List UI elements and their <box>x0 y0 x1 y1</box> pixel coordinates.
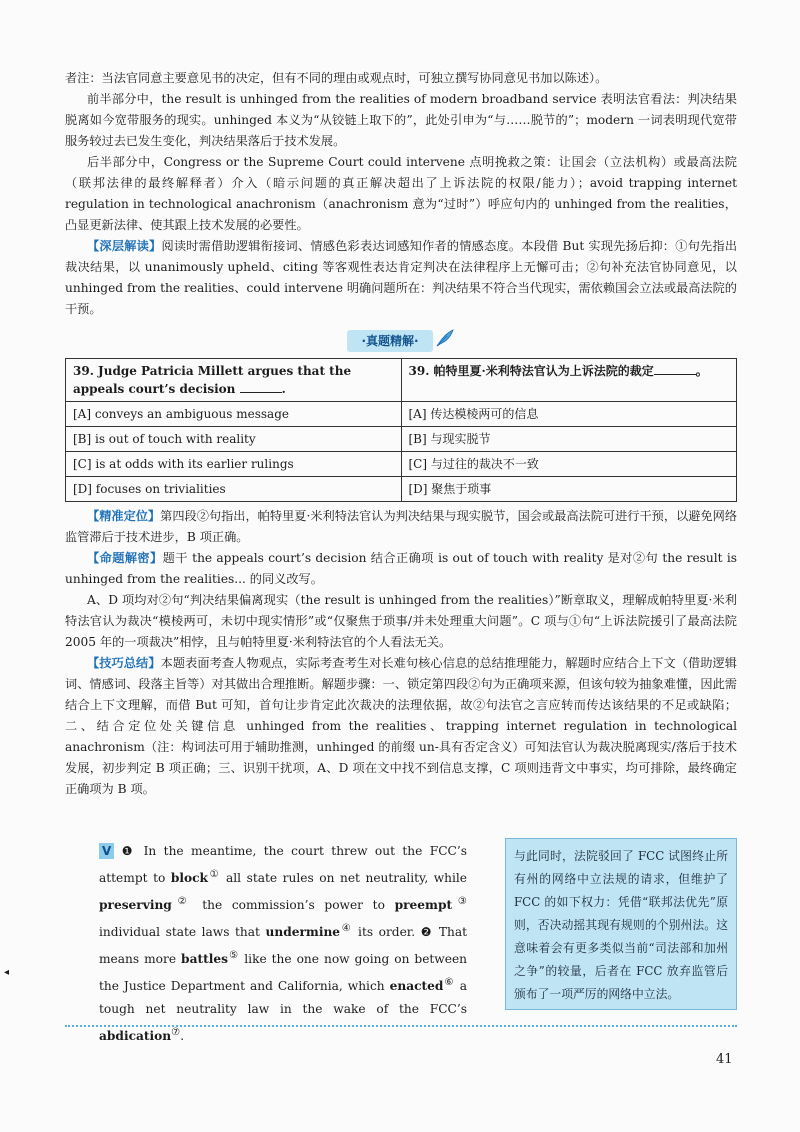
passage-section <box>65 838 737 1044</box>
skill-summary-tag: 【技巧总结】 <box>87 656 161 670</box>
vocab-undermine: undermine <box>265 925 341 940</box>
option-row-a <box>66 402 737 427</box>
section-banner: ·真题精解· <box>347 330 432 352</box>
vocab-battles: battles <box>181 952 228 967</box>
question-stem-cn: 39. 帕特里夏·米利特法官认为上诉法院的裁定 。 <box>401 359 737 402</box>
paragraph-mark: V <box>99 843 114 859</box>
wrong-options-analysis: A、D 项均对②句“判决结果偏离现实（the result is unhinged from the realities）”断章取义，理解成帕特里夏·米利特法官认为裁决“模棱两可，未切中现实情形”或“仅聚焦于琐事/并未处理重大问题”。C 项与①句“上诉法院援引了最高法院 2005 年的一项裁决”相悖，且与帕特里夏·米利特法官的个人看法无关。 <box>65 593 737 649</box>
option-row-b <box>66 427 737 452</box>
option-d-en: [D] focuses on trivialities <box>66 477 402 502</box>
option-b-cn: [B] 与现实脱节 <box>401 427 737 452</box>
main-content <box>65 68 737 800</box>
option-row-c <box>66 452 737 477</box>
deep-analysis-text: 阅读时需借助逻辑衔接词、情感色彩表达词感知作者的情感态度。本段借 But 实现先扬后抑：①句先指出裁决结果，以 unanimously upheld、citing 等客观性表达肯定判决在法律程序上无懈可击；②句补充法官协同意见，以 unhinged from the realities、could intervene 明确问题所在：判决结果不符合当代现实，需依赖国会立法或最高法院的干预。 <box>65 239 738 316</box>
page-number: 41 <box>716 1052 733 1067</box>
option-b-en: [B] is out of touch with reality <box>66 427 402 452</box>
vocab-block: block <box>170 871 209 886</box>
question-table <box>65 358 737 502</box>
paragraph-continued: 者注：当法官同意主要意见书的决定，但有不同的理由或观点时，可独立撰写协同意见书加以陈述）。 <box>65 71 608 85</box>
answer-blank <box>240 380 282 393</box>
quill-icon <box>435 328 455 355</box>
option-d-cn: [D] 聚焦于琐事 <box>401 477 737 502</box>
question-decode: 【命题解密】题干 the appeals court’s decision 结合正确项 is out of touch with reality 是对②句 the result is unhinged from the realities... 的同义改写。 <box>65 551 738 586</box>
deep-analysis-tag: 【深层解读】 <box>87 239 162 253</box>
skill-summary: 【技巧总结】本题表面考查人物观点，实际考查考生对长难句核心信息的总结推理能力，解题时应结合上下文（借助逻辑词、情感词、段落主旨等）对其做出合理推断。解题步骤：一、锁定第四段②句为正确项来源，但该句较为抽象难懂，因此需结合上下文理解，而借 But 可知，首句让步肯定此次裁决的法理依据，故②句法官之言应转而传达该结果的不足或缺陷；二、结合定位处关键信息 unhinged from the realities、trapping internet regulation in technological anachronism（注：构词法可用于辅助推测，unhinged 的前缀 un-具有否定含义）可知法官认为裁决脱离现实/落后于技术发展，初步判定 B 项正确；三、识别干扰项，A、D 项在文中找不到信息支撑，C 项则违背文中事实，均可排除，最终确定正确项为 B 项。 <box>65 656 737 796</box>
option-row-d <box>66 477 737 502</box>
margin-bullet: ◂ <box>4 967 10 978</box>
question-stem-row <box>66 359 737 402</box>
option-c-cn: [C] 与过往的裁决不一致 <box>401 452 737 477</box>
question-stem-en: 39. Judge Patricia Millett argues that the appeals court’s decision . <box>66 359 402 402</box>
option-a-en: [A] conveys an ambiguous message <box>66 402 402 427</box>
section-banner-wrap <box>65 328 737 352</box>
question-decode-tag: 【命题解密】 <box>87 551 163 565</box>
paragraph-first-half: 前半部分中，the result is unhinged from the realities of modern broadband service 表明法官看法：判决结果脱离如今宽带服务的现实。unhinged 本义为“从铰链上取下的”，此处引申为“与……脱节的”；modern 一词表明现代宽带服务较过去已发生变化，判决结果落后于技术发展。 <box>65 92 737 148</box>
precise-location: 【精准定位】第四段②句指出，帕特里夏·米利特法官认为判决结果与现实脱节，国会或最高法院可进行干预，以避免网络监管滞后于技术进步，B 项正确。 <box>65 509 738 544</box>
vocab-enacted: enacted <box>389 979 444 994</box>
option-c-en: [C] is at odds with its earlier rulings <box>66 452 402 477</box>
precise-location-tag: 【精准定位】 <box>87 509 161 523</box>
vocab-preempt: preempt <box>394 898 453 913</box>
dotted-divider <box>65 1025 737 1027</box>
passage-english: V ❶ In the meantime, the court threw out the FCC’s attempt to block① all state rules on net neutrality, while preserving② the commission’s power to preempt③ individual state laws that undermine④ its order. ❷ That means more battles⑤ like the one now going on between the Justice Department and California, which enacted⑥ a tough net neutrality law in the wake of the FCC’s abdication⑦. <box>99 844 468 1044</box>
translation-box: 与此同时，法院驳回了 FCC 试图终止所有州的网络中立法规的请求，但维护了 FCC 的如下权力：凭借“联邦法优先”原则，否决动摇其现有规则的个别州法。这意味着会有更多类似当前“司法部和加州之争”的较量，后者在 FCC 放弃监管后颁布了一项严厉的网络中立法。 <box>505 838 737 1010</box>
vocab-preserving: preserving <box>99 898 172 913</box>
paragraph-second-half: 后半部分中，Congress or the Supreme Court could intervene 点明挽救之策：让国会（立法机构）或最高法院（联邦法律的最终解释者）介入（暗示问题的真正解决超出了上诉法院的权限/能力）；avoid trapping internet regulation in technological anachronism（anachronism 意为“过时”）呼应句内的 unhinged from the realities，凸显更新法律、使其跟上技术发展的必要性。 <box>65 155 737 232</box>
vocab-abdication: abdication <box>99 1029 172 1044</box>
deep-analysis <box>65 236 737 320</box>
option-a-cn: [A] 传达模棱两可的信息 <box>401 402 737 427</box>
answer-blank-cn <box>654 362 696 375</box>
